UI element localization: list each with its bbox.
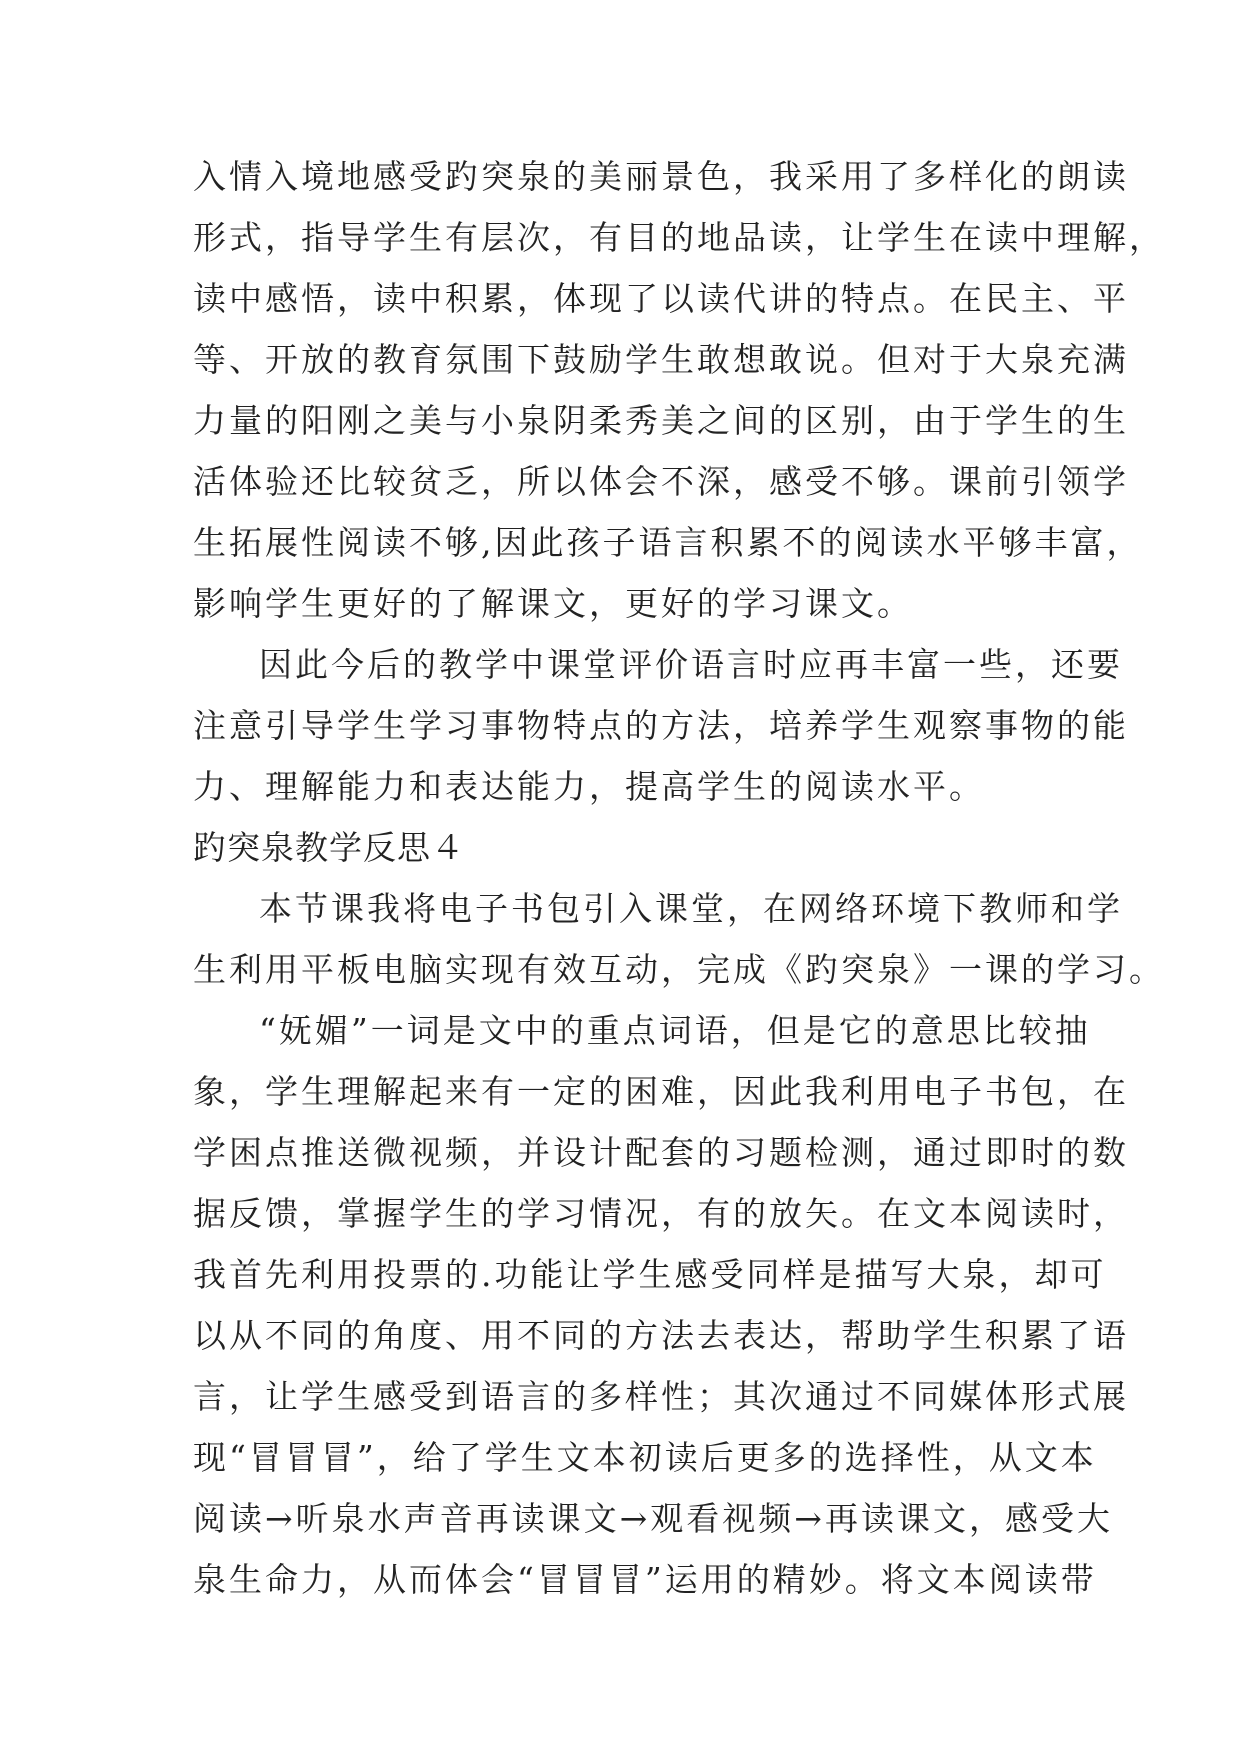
text-line: 力、理解能力和表达能力，提高学生的阅读水平。 xyxy=(193,767,985,806)
text-line: 以从不同的角度、用不同的方法去表达，帮助学生积累了语 xyxy=(193,1316,1129,1355)
text-line: 活体验还比较贫乏，所以体会不深，感受不够。课前引领学 xyxy=(193,462,1129,501)
text-line: 我首先利用投票的.功能让学生感受同样是描写大泉，却可 xyxy=(193,1255,1107,1294)
text-line: 等、开放的教育氛围下鼓励学生敢想敢说。但对于大泉充满 xyxy=(193,340,1129,379)
text-line: 据反馈，掌握学生的学习情况，有的放矢。在文本阅读时， xyxy=(193,1194,1129,1233)
text-line: 象，学生理解起来有一定的困难，因此我利用电子书包，在 xyxy=(193,1072,1129,1111)
text-line: 注意引导学生学习事物特点的方法，培养学生观察事物的能 xyxy=(193,706,1129,745)
text-line: 生利用平板电脑实现有效互动，完成《趵突泉》一课的学习。 xyxy=(193,950,1165,989)
text-line: 力量的阳刚之美与小泉阴柔秀美之间的区别，由于学生的生 xyxy=(193,401,1129,440)
text-line: 形式，指导学生有层次，有目的地品读，让学生在读中理解， xyxy=(193,218,1165,257)
text-line: 现“冒冒冒”，给了学生文本初读后更多的选择性，从文本 xyxy=(193,1438,1097,1477)
section-heading: 趵突泉教学反思４ xyxy=(193,828,465,867)
text-line: 言，让学生感受到语言的多样性；其次通过不同媒体形式展 xyxy=(193,1377,1129,1416)
paragraph-start-line: 因此今后的教学中课堂评价语言时应再丰富一些，还要 xyxy=(259,645,1123,684)
paragraph-start-line: 本节课我将电子书包引入课堂，在网络环境下教师和学 xyxy=(259,889,1123,928)
text-line: 影响学生更好的了解课文，更好的学习课文。 xyxy=(193,584,913,623)
text-line: 入情入境地感受趵突泉的美丽景色，我采用了多样化的朗读 xyxy=(193,157,1129,196)
text-line: 读中感悟，读中积累，体现了以读代讲的特点。在民主、平 xyxy=(193,279,1129,318)
document-body xyxy=(193,146,1165,1610)
text-line: 学困点推送微视频，并设计配套的习题检测，通过即时的数 xyxy=(193,1133,1129,1172)
text-line: 生拓展性阅读不够,因此孩子语言积累不的阅读水平够丰富， xyxy=(193,523,1143,562)
text-line: 泉生命力，从而体会“冒冒冒”运用的精妙。将文本阅读带 xyxy=(193,1560,1097,1599)
paragraph-start-line: “妩媚”一词是文中的重点词语，但是它的意思比较抽 xyxy=(259,1011,1091,1050)
text-line: 阅读→听泉水声音再读课文→观看视频→再读课文，感受大 xyxy=(193,1499,1113,1538)
